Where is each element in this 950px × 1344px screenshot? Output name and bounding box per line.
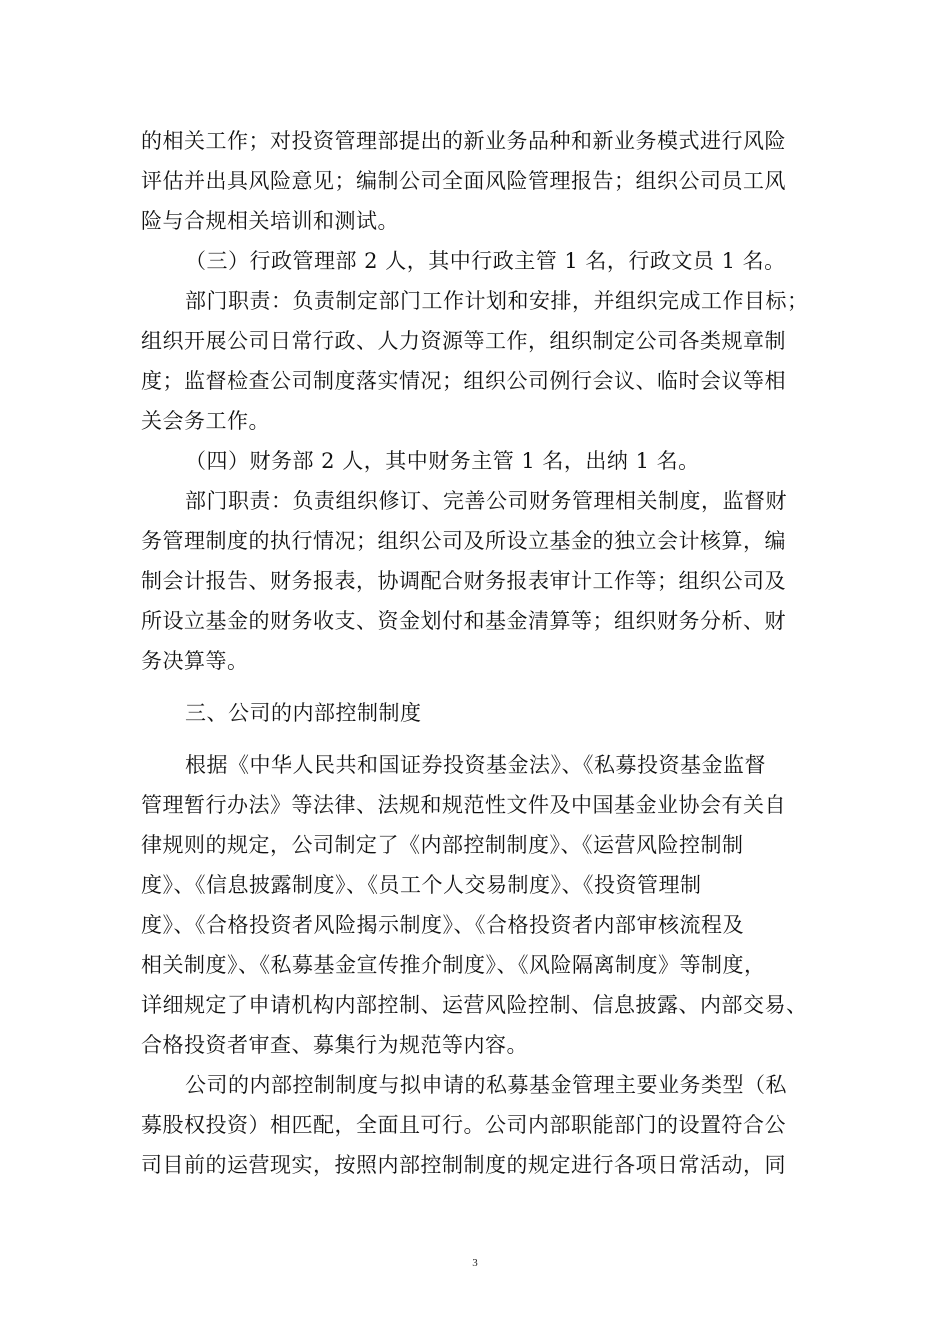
text-line: 管理暂行办法》等法律、法规和规范性文件及中国基金业协会有关自	[141, 793, 786, 817]
text-line: 司目前的运营现实，按照内部控制制度的规定进行各项日常活动，同	[141, 1153, 786, 1177]
text-line: 部门职责：负责制定部门工作计划和安排，并组织完成工作目标；	[185, 289, 809, 313]
text-line: 公司的内部控制制度与拟申请的私募基金管理主要业务类型（私	[185, 1073, 787, 1097]
text-line: 评估并出具风险意见；编制公司全面风险管理报告；组织公司员工风	[141, 169, 786, 193]
text-line: 险与合规相关培训和测试。	[141, 209, 399, 233]
text-line: 律规则的规定，公司制定了《内部控制制度》、《运营风险控制制	[141, 833, 744, 857]
section-heading: （四）财务部 2 人，其中财务主管 1 名，出纳 1 名。	[185, 449, 700, 473]
text-line: 度》、《合格投资者风险揭示制度》、《合格投资者内部审核流程及	[141, 913, 744, 937]
text-line: 详细规定了申请机构内部控制、运营风险控制、信息披露、内部交易、	[141, 993, 808, 1017]
text-line: 制会计报告、财务报表，协调配合财务报表审计工作等；组织公司及	[141, 569, 786, 593]
text-line: 合格投资者审查、募集行为规范等内容。	[141, 1033, 528, 1057]
text-line: 组织开展公司日常行政、人力资源等工作，组织制定公司各类规章制	[141, 329, 786, 353]
section-heading: （三）行政管理部 2 人，其中行政主管 1 名，行政文员 1 名。	[185, 249, 786, 273]
text-line: 关会务工作。	[141, 409, 270, 433]
text-line: 度》、《信息披露制度》、《员工个人交易制度》、《投资管理制	[141, 873, 702, 897]
text-line: 务决算等。	[141, 649, 249, 673]
text-line: 部门职责：负责组织修订、完善公司财务管理相关制度，监督财	[185, 489, 787, 513]
text-line: 募股权投资）相匹配，全面且可行。公司内部职能部门的设置符合公	[141, 1113, 786, 1137]
text-line: 的相关工作；对投资管理部提出的新业务品种和新业务模式进行风险	[141, 129, 786, 153]
chapter-heading: 三、公司的内部控制制度	[185, 701, 422, 725]
text-line: 相关制度》、《私募基金宣传推介制度》、《风险隔离制度》等制度，	[141, 953, 766, 977]
text-line: 根据《中华人民共和国证券投资基金法》、《私募投资基金监督	[185, 753, 766, 777]
text-line: 度；监督检查公司制度落实情况；组织公司例行会议、临时会议等相	[141, 369, 786, 393]
text-line: 务管理制度的执行情况；组织公司及所设立基金的独立会计核算，编	[141, 529, 786, 553]
text-line: 所设立基金的财务收支、资金划付和基金清算等；组织财务分析、财	[141, 609, 786, 633]
page-number: 3	[472, 1257, 478, 1269]
